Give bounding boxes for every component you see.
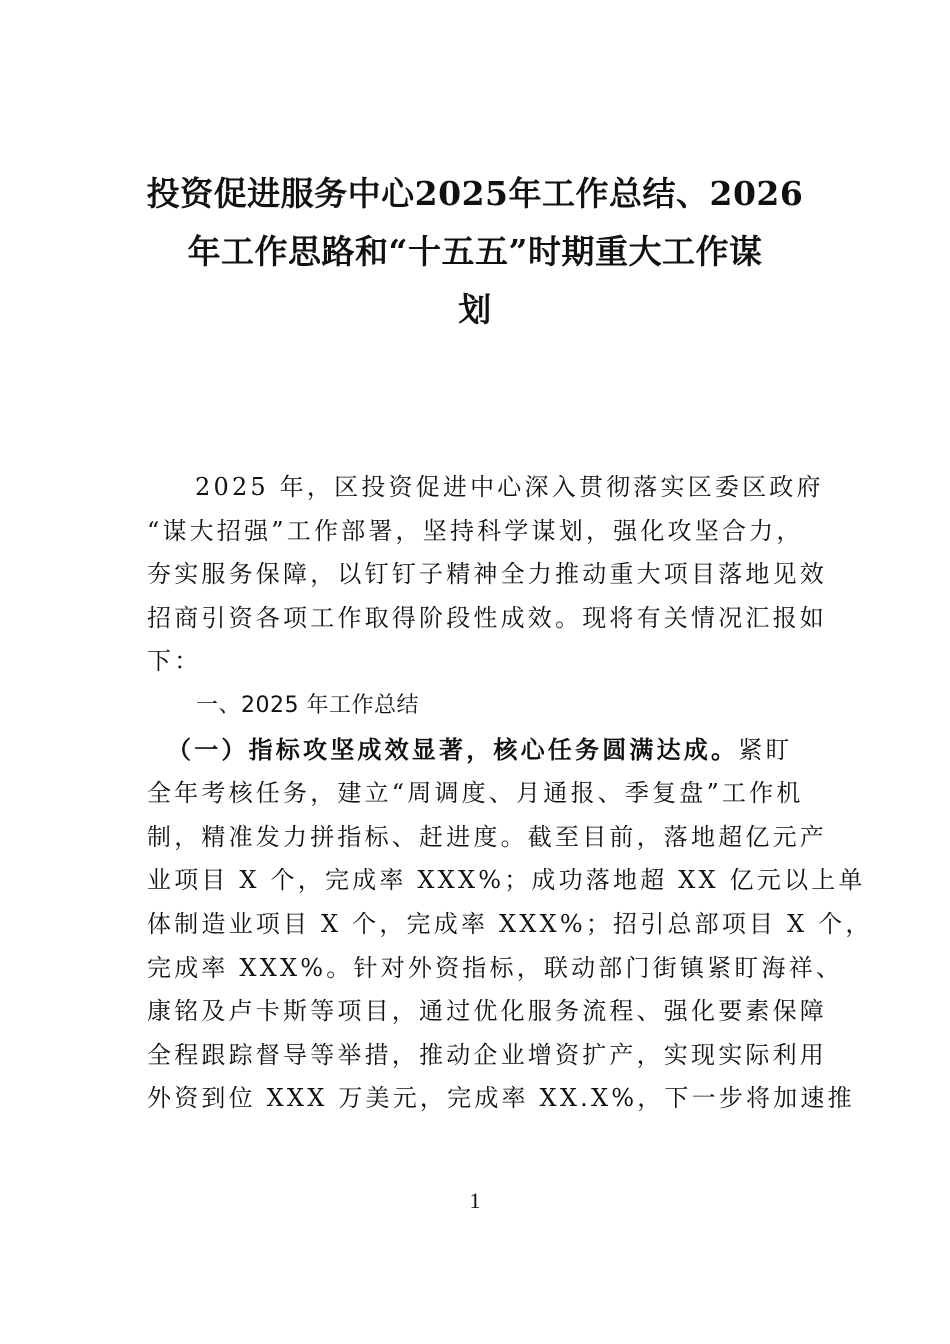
subsection-line: 全程跟踪督导等举措，推动企业增资扩产，实现实际利用 [147,1040,827,1069]
title-line-3: 划 [458,290,492,329]
intro-line: 招商引资各项工作取得阶段性成效。现将有关情况汇报如 [147,603,827,632]
intro-line: 夯实服务保障，以钉钉子精神全力推动重大项目落地见效 [147,560,827,589]
section-heading: 一、2025 年工作总结 [196,692,419,718]
document-title [140,165,810,339]
title-line-2: 年工作思路和“十五五”时期重大工作谋 [187,232,763,271]
intro-line: “谋大招强”工作部署，坚持科学谋划，强化攻坚合力， [147,516,804,545]
subsection-line: 完成率 XXX%。针对外资指标，联动部门街镇紧盯海祥、 [147,953,844,982]
document-body [147,466,873,1121]
page-number: 1 [469,1188,481,1213]
subsection-line: 体制造业项目 X 个，完成率 XXX%；招引总部项目 X 个， [147,909,873,938]
subsection-line: 外资到位 XXX 万美元，完成率 XX.X%，下一步将加速推 [147,1084,855,1113]
subsection-line: 业项目 X 个，完成率 XXX%；成功落地超 XX 亿元以上单 [147,866,866,895]
subsection-line: 制，精准发力拼指标、赶进度。截至目前，落地超亿元产 [147,822,827,851]
subsection-lead: （一）指标攻坚成效显著，核心任务圆满达成。 [167,734,739,764]
subsection-first-line-rest: 紧盯 [738,735,793,764]
subsection-line: 康铭及卢卡斯等项目，通过优化服务流程、强化要素保障 [147,997,827,1026]
subsection-line: 全年考核任务，建立“周调度、月通报、季复盘”工作机 [147,779,804,808]
title-line-1: 投资促进服务中心2025年工作总结、2026 [146,174,804,213]
intro-paragraph [147,466,827,684]
intro-line: 下： [147,647,202,676]
subsection-paragraph [147,728,873,1121]
intro-line: 2025 年，区投资促进中心深入贯彻落实区委区政府 [195,473,824,501]
subsection-first-line [147,728,807,773]
